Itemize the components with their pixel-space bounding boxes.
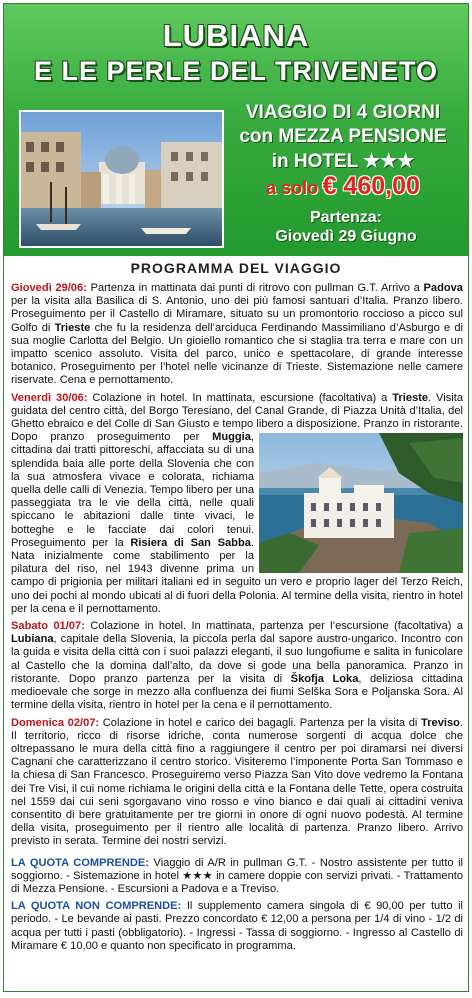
day-date: Venerdì 30/06: bbox=[11, 391, 88, 404]
place-name: Lubiana bbox=[11, 633, 54, 646]
place-name: Treviso bbox=[421, 716, 460, 729]
quota-comprende bbox=[11, 857, 463, 897]
trieste-canal-illustration bbox=[21, 112, 222, 246]
trip-duration: VIAGGIO DI 4 GIORNI bbox=[245, 102, 441, 123]
day-text: . Visita guidata del centro città, del Borgo Teresiano, del Canal Grande, di Piazza Unità d’Italia, del Ghetto ebraico e del Colle di San Giusto e tempo libero a disposizione. Pranzo in ristorante. Dopo pranzo proseguimento per bbox=[11, 391, 463, 444]
excludes-text: Il supplemento camera singola di € 90,00 per tutto il periodo. - Le bevande ai pasti. Prezzo concordato € 12,00 a persona per 1/4 di vino - 1/2 di acqua per tutti i pasti (obbligatorio). - Ingressi - Tassa di soggiorno. - Ingresso al Castello di Miramare € 10,00 e quanto non specificato in programma. bbox=[11, 900, 464, 952]
day-3 bbox=[11, 620, 463, 712]
place-name: Muggia bbox=[212, 431, 251, 444]
quota-non-comprende bbox=[11, 900, 463, 953]
trieste-canal-photo bbox=[19, 110, 224, 248]
day-text: per la visita alla Basilica di S. Antonio, uno dei più famosi santuari d’Italia. Pranzo libero. Proseguimento per il Castello di Miramare, situato su un promontorio roccioso a picco sul Golfo di bbox=[11, 295, 463, 334]
day-text: Partenza in mattinata dai punti di ritrovo con pullman G.T. Arrivo a bbox=[86, 282, 424, 294]
includes-text: Viaggio di A/R in pullman G.T. - Nostro assistente per tutto il soggiorno. - Sistemazione in hotel ★★★ in camere doppie con servizi privati. - Trattamento di Mezza Pensione. - Escursioni a Padova e a Treviso. bbox=[11, 856, 463, 895]
program-title: PROGRAMMA DEL VIAGGIO bbox=[130, 260, 342, 276]
miramare-castle-photo bbox=[259, 433, 463, 573]
includes-label: LA QUOTA COMPRENDE: bbox=[11, 856, 150, 869]
departure-label: Partenza: bbox=[309, 209, 383, 226]
place-name: Trieste bbox=[392, 391, 429, 404]
program-content bbox=[11, 282, 463, 957]
hotel-category: in HOTEL ★★★ bbox=[271, 151, 415, 172]
day-date: Domenica 02/07: bbox=[11, 716, 100, 729]
price-line bbox=[228, 172, 458, 201]
day-text: , cittadina dai tratti pittoreschi, affacciata su di una splendida baia alle porte della Slovenia che con la sua atmosfera vivace e colorata, richiama quella delle calli di Venezia. Tempo libero per una passeggiata tra le vie della città, nelle quali spiccano le abitazioni dalle tinte vivaci, le botteghe e le facciate dai colori tenui. Proseguimento per la bbox=[11, 431, 254, 549]
day-text: . Il territorio, ricco di risorse idriche, conta numerose sorgenti di acqua dolce che oltrepassano le mura della città fino a raggiungere il centro per poi diramarsi nei diversi Cagnani che caratterizzano il centro storico. Visiteremo l’imponente Porta San Tommaso e la chiesa di San Francesco. Proseguiremo verso Piazza San Vito dove vedremo la Fontana dei Tre Visi, il cui nome richiama le origini della città e la Fontana delle Tette, opera costruita nel 1559 dai cui seni sgorgavano vino rosso e vino bianco e dai quali ai cittadini veniva consentito di bere gratuitamente per tre giorni in onore di ogni nuovo podestà. Al termine della visita, proseguimento per il rientro alle località di partenza. Pranzo libero. Arrivo previsto in serata. Termine dei nostri servizi. bbox=[11, 716, 463, 848]
title-lubiana: LUBIANA bbox=[162, 18, 310, 53]
day-text: , deliziosa cittadina medioevale che sorge in mezzo alla confluenza dei fiumi Selška Sora e Poljanska Sora. Al termine della visita, rientro in hotel per la cena e il pernottamento. bbox=[11, 672, 463, 712]
title-subtitle: E LE PERLE DEL TRIVENETO bbox=[33, 56, 439, 86]
brochure-page bbox=[3, 3, 469, 992]
departure-date: Giovedì 29 Giugno bbox=[275, 228, 417, 245]
day-date: Sabato 01/07: bbox=[11, 620, 85, 633]
day-text: . Nata inizialmente come stabilimento per la pilatura del riso, nel 1943 divenne prima un campo di prigionia per militari italiani ed in seguito un vero e proprio lager del Terzo Reich, uno dei pochi al mondo ubicati al di fuori della Polonia. Al termine della visita, rientro in hotel per la cena e il pernottamento. bbox=[11, 536, 463, 615]
place-name: Trieste bbox=[54, 321, 91, 334]
place-name: Padova bbox=[423, 282, 463, 294]
price-prefix: a solo bbox=[266, 178, 319, 198]
day-date: Giovedì 29/06: bbox=[11, 282, 87, 294]
price-value: € 460,00 bbox=[322, 172, 420, 200]
day-text: Colazione in hotel. In mattinata, escursione (facoltativa) a bbox=[87, 391, 393, 404]
day-text: che fu la residenza dell’arciduca Ferdinando Massimiliano d’Asburgo e di sua moglie Carlotta del Belgio. Un gioiello romantico che si staglia tra terra e mare con un impatto scenico assoluto. Visita del parco, unico e spettacolare, di grande interesse botanico. Proseguimento per l’hotel nelle vicinanze di Trieste. Sistemazione nelle camere riservate. Cena e pernottamento. bbox=[11, 321, 463, 387]
day-4 bbox=[11, 717, 463, 849]
excludes-label: LA QUOTA NON COMPRENDE: bbox=[11, 900, 182, 913]
day-text: , capitale della Slovenia, la piccola perla dal sapore austro-ungarico. Incontro con la guida e visita della città con i suoi palazzi eleganti, il suo lungofiume e salita in funicolare al Castello che la domina dall’alto, da dove si gode una bella panoramica. Pranzo in ristorante. Dopo pranzo partenza per la visita di bbox=[11, 633, 463, 685]
day-2 bbox=[11, 392, 463, 616]
day-1 bbox=[11, 282, 463, 388]
place-name: Risiera di San Sabba bbox=[130, 536, 251, 549]
header-banner bbox=[4, 4, 468, 256]
day-text: Colazione in hotel. In mattinata, partenza per l’escursione (facoltativa) a bbox=[84, 620, 463, 633]
place-name: Škofja Loka bbox=[290, 672, 359, 685]
miramare-castle-illustration bbox=[259, 433, 463, 573]
day-text: Colazione in hotel e carico dei bagagli. Partenza per la visita di bbox=[99, 716, 422, 729]
board-type: con MEZZA PENSIONE bbox=[239, 126, 447, 147]
